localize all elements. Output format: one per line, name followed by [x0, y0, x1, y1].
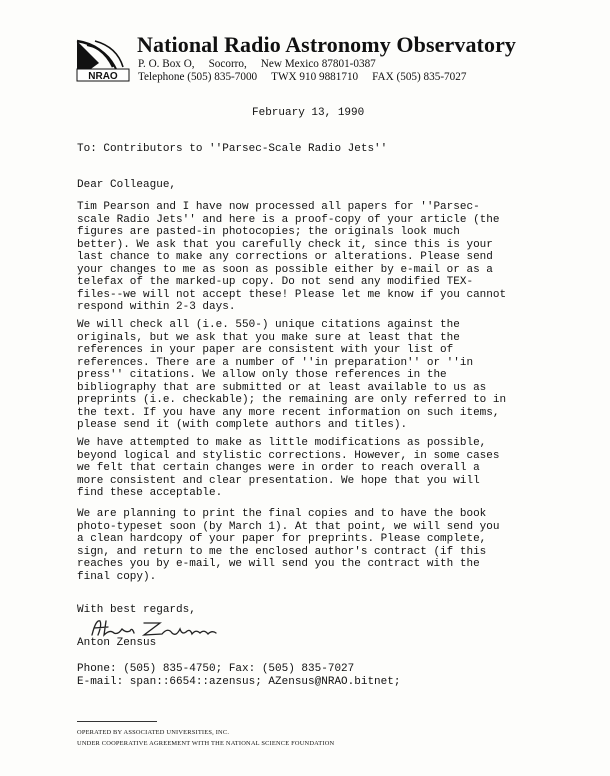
- city: Socorro,: [208, 58, 247, 70]
- address-line: [138, 58, 390, 70]
- footer-agreement: UNDER COOPERATIVE AGREEMENT WITH THE NATIONAL SCIENCE FOUNDATION: [77, 740, 335, 747]
- phone-fax-line: Phone: (505) 835-4750; Fax: (505) 835-7027: [77, 663, 355, 675]
- text-line: press'' citations. We allow only those references in the: [77, 369, 447, 381]
- contact-info: [77, 663, 400, 688]
- text-line: Tim Pearson and I have now processed all papers for ''Parsec-: [77, 201, 480, 213]
- text-line: We have attempted to make as little modifications as possible,: [77, 437, 487, 449]
- logo-text: NRAO: [88, 71, 118, 82]
- contact-numbers-line: [138, 71, 480, 83]
- text-line: photo-typeset soon (by March 1). At that point, we will send you: [77, 520, 500, 533]
- text-line: bibliography that are submitted or at least available to us as: [77, 381, 487, 394]
- text-line: respond within 2-3 days.: [77, 301, 236, 313]
- telephone: Telephone (505) 835-7000: [138, 71, 258, 83]
- text-line: last chance to make any corrections or alterations. Please send: [77, 251, 493, 263]
- text-line: a clean hardcopy of your paper for preprints. Please complete,: [77, 533, 487, 545]
- text-line: reaches you by e-mail, we will send you the contract with the: [77, 558, 480, 570]
- salutation: Dear Colleague,: [77, 179, 177, 191]
- text-line: We are planning to print the final copies and to have the book: [77, 508, 487, 520]
- state-zip: New Mexico 87801-0387: [260, 58, 376, 70]
- text-line: more consistent and clear presentation. We hope that you will: [77, 474, 480, 487]
- email-line: E-mail: span::6654::azensus; AZensus@NRAO.bitnet;: [77, 675, 401, 688]
- text-line: We will check all (i.e. 550-) unique citations against the: [77, 319, 460, 331]
- text-line: final copy).: [77, 570, 157, 583]
- text-line: we felt that certain changes were in order to reach overall a: [77, 462, 480, 474]
- text-line: telefax of the marked-up copy. Do not send any modified TEX-: [77, 276, 474, 288]
- paragraph: [77, 319, 607, 432]
- text-line: references in your paper are consistent with your list of: [77, 344, 454, 356]
- paragraph: [77, 508, 607, 583]
- footer-divider: [77, 721, 157, 722]
- twx: TWX 910 9881710: [271, 71, 359, 83]
- footer-operated-by: OPERATED BY ASSOCIATED UNIVERSITIES, INC.: [77, 729, 230, 736]
- organization-name: National Radio Astronomy Observatory: [137, 32, 517, 57]
- text-line: files--we will not accept these! Please let me know if you cannot: [77, 288, 507, 301]
- nrao-logo: [73, 37, 131, 83]
- fax: FAX (505) 835-7027: [372, 71, 467, 83]
- closing: With best regards,: [77, 604, 196, 616]
- text-line: preprints (i.e. checkable); the remaining are only referred to in: [77, 394, 507, 406]
- text-line: references. There are a number of ''in preparation'' or ''in: [77, 356, 474, 369]
- text-line: originals, but we ask that you make sure at least that the: [77, 331, 460, 344]
- letter-date: February 13, 1990: [252, 107, 365, 119]
- text-line: please send it (with complete authors and titles).: [77, 419, 408, 431]
- text-line: the text. If you have any more recent information on such items,: [77, 406, 500, 419]
- recipient-line: To: Contributors to ''Parsec-Scale Radio Jets'': [77, 143, 388, 155]
- text-line: scale Radio Jets'' and here is a proof-copy of your article (the: [77, 213, 500, 226]
- text-line: your changes to me as soon as possible either by e-mail or as a: [77, 263, 493, 276]
- text-line: find these acceptable.: [77, 487, 223, 499]
- text-line: figures are pasted-in photocopies; the originals look much: [77, 226, 460, 238]
- signer-name: Anton Zensus: [77, 637, 157, 649]
- text-line: sign, and return to me the enclosed author's contract (if this: [77, 545, 487, 558]
- po-box: P. O. Box O,: [138, 58, 195, 70]
- text-line: beyond logical and stylistic corrections. However, in some cases: [77, 449, 500, 462]
- paragraph: [77, 437, 607, 500]
- paragraph: [77, 201, 607, 314]
- text-line: better). We ask that you carefully check it, since this is your: [77, 238, 493, 251]
